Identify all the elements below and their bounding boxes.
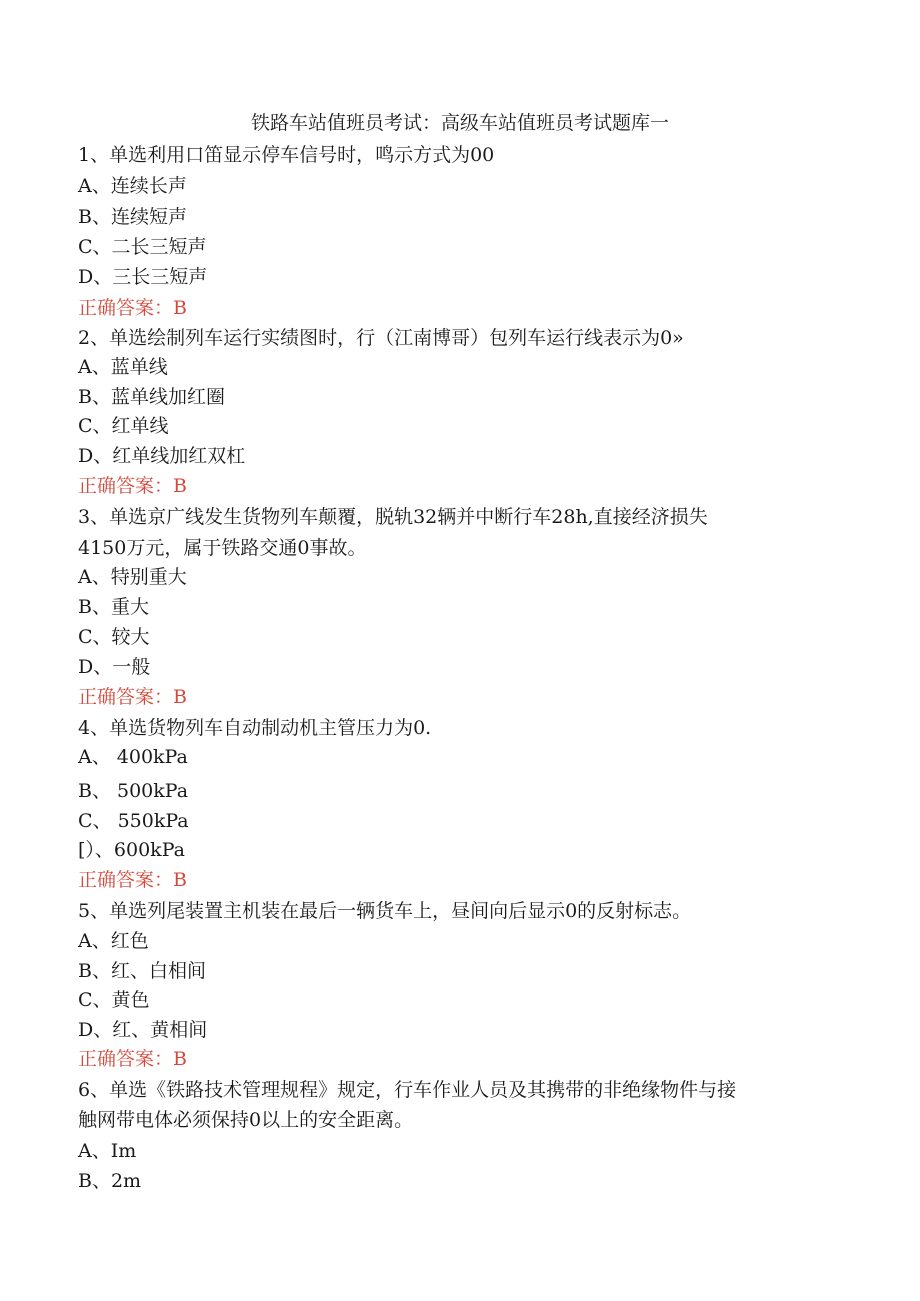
question-1-option-a: A、连续长声 — [78, 175, 187, 197]
question-stem-5: 5、单选列尾装置主机装在最后一辆货车上，昼间向后显示0的反射标志。 — [78, 900, 692, 922]
question-stem-6-cont: 触网带电体必须保持0以上的安全距离。 — [78, 1109, 414, 1131]
question-2-option-b: B、蓝单线加红圈 — [78, 386, 225, 408]
question-1-answer: 正确答案：B — [78, 297, 187, 319]
question-4-option-b: B、 500kPa — [78, 780, 189, 802]
question-stem-3-cont: 4150万元，属于铁路交通0事故。 — [78, 537, 367, 559]
question-4-answer: 正确答案：B — [78, 869, 187, 891]
question-5-option-d: D、红、黄相间 — [78, 1019, 208, 1041]
question-3-answer: 正确答案：B — [78, 686, 187, 708]
question-2-answer: 正确答案：B — [78, 475, 187, 497]
question-5-answer: 正确答案：B — [78, 1048, 187, 1070]
question-stem-6: 6、单选《铁路技术管理规程》规定，行车作业人员及其携带的非绝缘物件与接 — [78, 1079, 737, 1101]
question-5-option-a: A、红色 — [78, 930, 149, 952]
question-3-option-d: D、一般 — [78, 656, 151, 678]
question-1-option-b: B、连续短声 — [78, 206, 187, 228]
question-3-option-b: B、重大 — [78, 596, 149, 618]
question-6-option-a: A、Im — [78, 1140, 137, 1162]
question-3-option-a: A、特别重大 — [78, 566, 187, 588]
question-2-option-c: C、红单线 — [78, 415, 169, 437]
question-4-option-c: C、 550kPa — [78, 810, 189, 832]
question-2-option-d: D、红单线加红双杠 — [78, 445, 246, 467]
question-1-option-c: C、二长三短声 — [78, 236, 207, 258]
question-1-option-d: D、三长三短声 — [78, 266, 208, 288]
question-4-option-d: [）、600kPa — [78, 839, 185, 861]
question-stem-3: 3、单选京广线发生货物列车颠覆，脱轨32辆并中断行车28h,直接经济损失 — [78, 506, 708, 528]
question-6-option-b: B、2m — [78, 1170, 142, 1192]
question-stem-2: 2、单选绘制列车运行实绩图时，行（江南博哥）包列车运行线表示为0» — [78, 327, 684, 349]
question-4-option-a: A、 400kPa — [78, 746, 188, 768]
question-3-option-c: C、较大 — [78, 626, 150, 648]
question-5-option-b: B、红、白相间 — [78, 960, 206, 982]
question-2-option-a: A、蓝单线 — [78, 356, 168, 378]
question-5-option-c: C、黄色 — [78, 989, 150, 1011]
question-stem-4: 4、单选货物列车自动制动机主管压力为0. — [78, 717, 432, 739]
question-stem-1: 1、单选利用口笛显示停车信号时，鸣示方式为00 — [78, 144, 495, 166]
page-title: 铁路车站值班员考试：高级车站值班员考试题库一 — [250, 112, 669, 134]
